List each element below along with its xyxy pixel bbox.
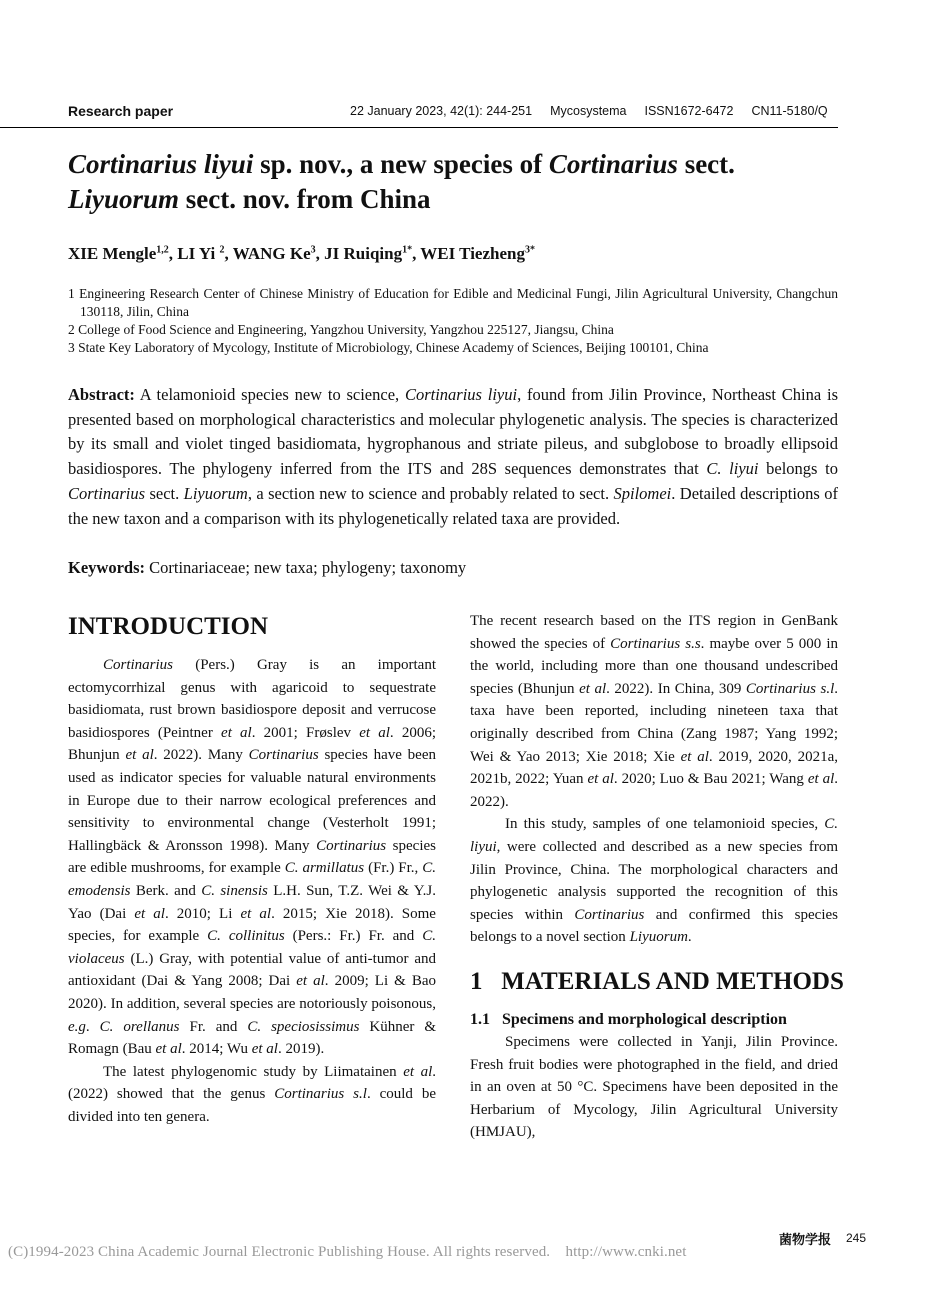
author: XIE Mengle <box>68 244 157 263</box>
right-column <box>470 610 844 1144</box>
abstract-label: Abstract: <box>68 385 135 404</box>
subsection-heading-specimens: 1.1 Specimens and morphological description <box>470 1010 787 1028</box>
abstract: Abstract: A telamonioid species new to science, Cortinarius liyui, found from Jilin Province, Northeast China is presented based on morphological characteristics and molecular phylogenetic analysis. The species is characterized by its small and violet tinged basidiomata, hygrophanous and striate pileus, and subglobose to broadly ellipsoid basidiospores. The phylogeny inferred from the ITS and 28S sequences demonstrates that C. liyui belongs to Cortinarius sect. Liyuorum, a section new to science and probably related to sect. Spilomei. Detailed descriptions of the new taxon and a comparison with its phylogenetically related taxa are provided. <box>68 385 839 528</box>
journal-name: Mycosystema <box>550 104 627 118</box>
intro-paragraph-1: Cortinarius (Pers.) Gray is an important ectomycorrhizal genus with agaricoid to sequestrate basidiomata, rust brown basidiospore deposit and verrucose basidiospores (Peintner et al. 2001; Frøslev et al. 2006; Bhunjun et al. 2022). Many Cortinarius species have been used as indicator species for valuable natural environments in Europe due to their narrow ecological preferences and sensitivity to environmental change (Vesterholt 1991; Hallingbäck & Aronsson 1998). Many Cortinarius species are edible mushrooms, for example C. armillatus (Fr.) Fr., C. emodensis Berk. and C. sinensis L.H. Sun, T.Z. Wei & Y.J. Yao (Dai et al. 2010; Li et al. 2015; Xie 2018). Some species, for example C. collinitus (Pers.: Fr.) Fr. and C. violaceus (L.) Gray, with potential value of anti-tumor and antioxidant (Dai & Yang 2008; Dai et al. 2009; Li & Bao 2020). In addition, several species are notoriously poisonous, e.g. C. orellanus Fr. and C. speciosissimus Kühner & Romagn (Bau et al. 2014; Wu et al. 2019). <box>68 657 437 1058</box>
section-heading-materials-methods: 1 MATERIALS AND METHODS <box>470 967 844 995</box>
footer-journal-name: 菌物学报 <box>779 1233 832 1248</box>
article-title: Cortinarius liyui sp. nov., a new species of Cortinarius sect. Liyuorum sect. nov. from China <box>68 149 735 214</box>
article-type-label: Research paper <box>68 103 174 119</box>
author: WANG Ke <box>232 244 311 263</box>
journal-meta <box>350 104 828 118</box>
affiliation: 1 Engineering Research Center of Chinese Ministry of Education for Edible and Medicinal Fungi, Jilin Agricultural University, Changchun 130118, Jilin, China <box>68 286 838 319</box>
issue-date: 22 January 2023, 42(1): 244-251 <box>350 104 533 118</box>
author: WEI Tiezheng <box>420 244 525 263</box>
author: JI Ruiqing <box>324 244 403 263</box>
copyright-notice: (C)1994-2023 China Academic Journal Electronic Publishing House. All rights reserved. http://www.cnki.net <box>8 1244 687 1260</box>
methods-paragraph-1: Specimens were collected in Yanji, Jilin Province. Fresh fruit bodies were photographed in the field, and dried in an oven at 50 °C. Specimens have been deposited in the Herbarium of Mycology, Jilin Agricultural University (HMJAU), <box>470 1033 838 1141</box>
affiliation: 3 State Key Laboratory of Mycology, Institute of Microbiology, Chinese Academy of Sciences, Beijing 100101, China <box>68 340 709 355</box>
intro-paragraph-3: The recent research based on the ITS region in GenBank showed the species of Cortinarius s.s. maybe over 5 000 in the world, including more than one thousand undescribed species (Bhunjun et al. 2022). In China, 309 Cortinarius s.l. taxa have been reported, including nineteen taxa that originally described from China (Zang 1987; Yang 1992; Wei & Yao 2013; Xie 2018; Xie et al. 2019, 2020, 2021a, 2021b, 2022; Yuan et al. 2020; Luo & Bau 2021; Wang et al. 2022). <box>470 613 838 810</box>
keywords-label: Keywords: <box>68 558 145 577</box>
intro-paragraph-4: In this study, samples of one telamonioid species, C. liyui, were collected and described as a new species from Jilin Province, China. The morphological characters and phylogenetic analysis supported the recognition of this species within Cortinarius and confirmed this species belongs to a novel section Liyuorum. <box>470 816 838 946</box>
left-column <box>68 610 436 1128</box>
intro-paragraph-2: The latest phylogenomic study by Liimatainen et al. (2022) showed that the genus Cortinarius s.l. could be divided into ten genera. <box>68 1063 437 1125</box>
author: LI Yi <box>177 244 220 263</box>
affiliation: 2 College of Food Science and Engineering, Yangzhou University, Yangzhou 225127, Jiangsu, China <box>68 322 614 337</box>
keywords: Keywords: Cortinariaceae; new taxa; phylogeny; taxonomy <box>68 558 467 577</box>
author-list: XIE Mengle$^{1,2}$, LI Yi $^2$, WANG Ke$^3$, JI Ruiqing$^{1*}$, WEI Tiezheng$^{3*}$ <box>68 244 535 263</box>
running-header <box>68 103 838 123</box>
header-rule <box>0 127 838 128</box>
cn-number: CN11-5180/Q <box>751 104 828 118</box>
page-number: 245 <box>846 1231 867 1245</box>
issn: ISSN1672-6472 <box>644 104 734 118</box>
section-heading-introduction: INTRODUCTION <box>68 613 269 640</box>
affiliations <box>68 285 838 357</box>
